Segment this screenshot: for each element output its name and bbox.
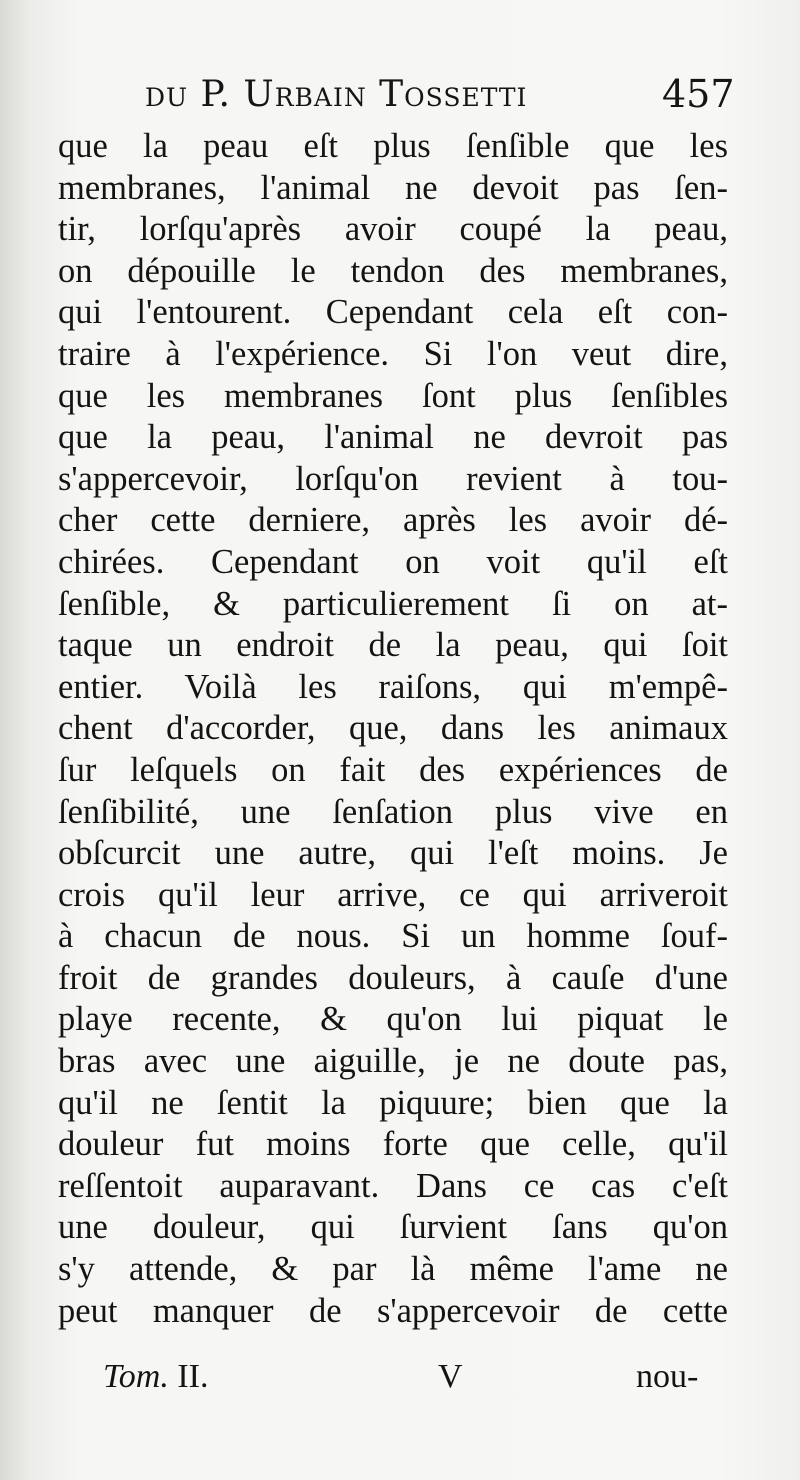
page-footer (0, 1354, 800, 1404)
text-line: que la peau eſt plus ſenſible que les (58, 127, 728, 165)
catchword: nou- (636, 1358, 699, 1395)
text-line: traire à l'expérience. Si l'on veut dire, (58, 334, 728, 373)
text-line: membranes, l'animal ne devoit pas ſen- (58, 168, 728, 207)
text-line: que les membranes ſont plus ſenſibles (58, 376, 728, 415)
page-header (0, 70, 800, 130)
text-line: chirées. Cependant on voit qu'il eſt (58, 542, 728, 581)
text-line: à chacun de nous. Si un homme ſouf- (58, 917, 728, 956)
text-line: obſcurcit une autre, qui l'eſt moins. Je (58, 834, 728, 873)
body-text (58, 126, 728, 1332)
volume-label: Tom. (103, 1358, 169, 1395)
text-line: ſenſible, & particulierement ſi on at- (58, 584, 728, 623)
text-line: s'appercevoir, lorſqu'on revient à tou- (58, 459, 728, 498)
text-line: crois qu'il leur arrive, ce qui arriveroit (58, 875, 728, 914)
volume-number: II. (177, 1358, 209, 1395)
text-line: tir, lorſqu'après avoir coupé la peau, (58, 210, 728, 249)
text-line: douleur fut moins forte que celle, qu'il (58, 1125, 728, 1164)
text-line: reſſentoit auparavant. Dans ce cas c'eſt (58, 1166, 728, 1205)
text-line: chent d'accorder, que, dans les animaux (58, 709, 728, 748)
running-head: du P. Urbain Tossetti (145, 74, 528, 115)
text-line: froit de grandes douleurs, à cauſe d'une (58, 958, 728, 997)
text-line: bras avec une aiguille, je ne doute pas, (58, 1042, 728, 1081)
text-line: cher cette derniere, après les avoir dé- (58, 501, 728, 540)
text-line: peut manquer de s'appercevoir de cette (58, 1291, 728, 1330)
page-number: 457 (662, 72, 735, 116)
text-line: ſur leſquels on fait des expériences de (58, 750, 728, 789)
text-line: entier. Voilà les raiſons, qui m'empê- (58, 667, 728, 706)
text-line: playe recente, & qu'on lui piquat le (58, 1000, 728, 1039)
text-line: taque un endroit de la peau, qui ſoit (58, 626, 728, 665)
volume-mark (103, 1358, 209, 1396)
text-line: que la peau, l'animal ne devroit pas (58, 418, 728, 457)
signature-mark: V (438, 1358, 463, 1395)
text-line: qui l'entourent. Cependant cela eſt con- (58, 293, 728, 332)
text-line: une douleur, qui ſurvient ſans qu'on (58, 1208, 728, 1247)
text-line: qu'il ne ſentit la piquure; bien que la (58, 1083, 728, 1122)
text-line: ſenſibilité, une ſenſation plus vive en (58, 792, 728, 831)
text-line: on dépouille le tendon des membranes, (58, 251, 728, 290)
text-line: s'y attende, & par là même l'ame ne (58, 1250, 728, 1289)
